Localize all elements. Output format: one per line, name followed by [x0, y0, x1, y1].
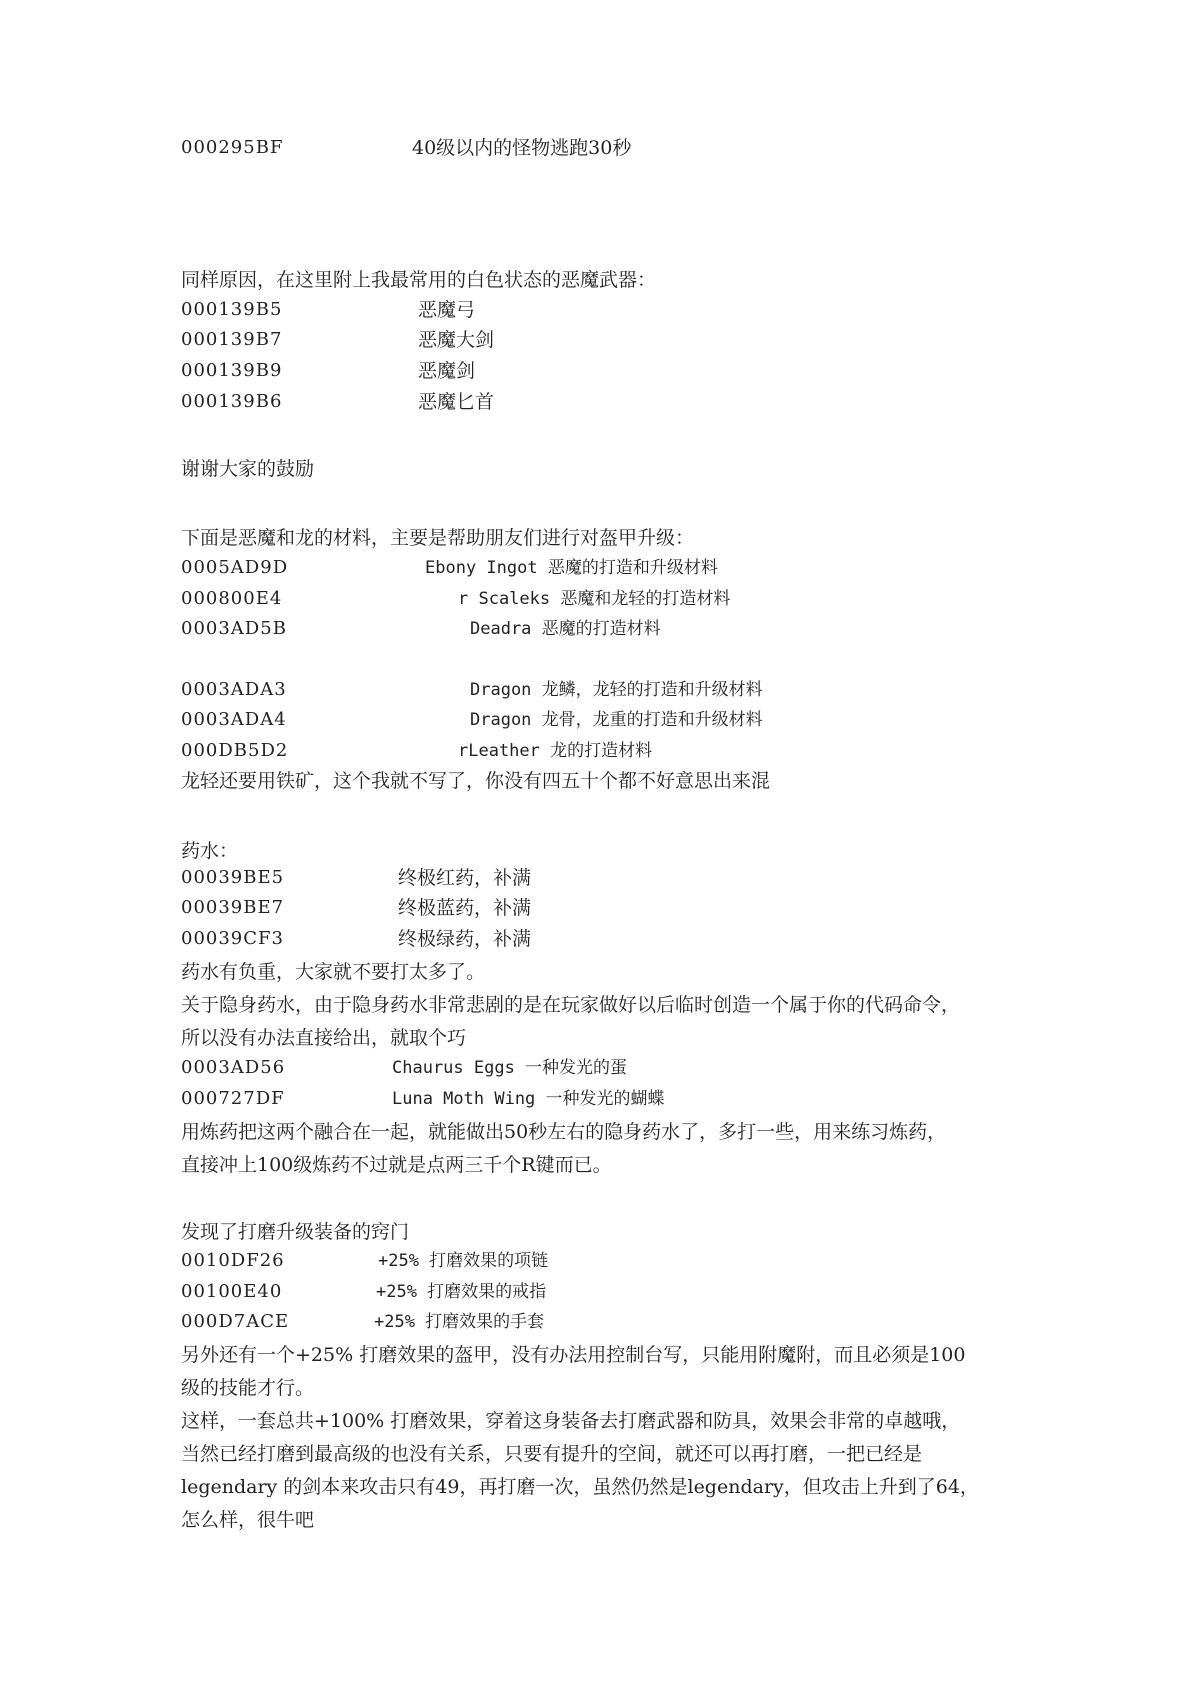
item-code: 000139B9 [181, 360, 283, 381]
item-code: 0010DF26 [181, 1250, 285, 1271]
item-code: 00039CF3 [181, 928, 284, 949]
item-description: Ebony Ingot 恶魔的打造和升级材料 [425, 558, 718, 578]
thanks-text: 谢谢大家的鼓励 [181, 458, 315, 480]
item-description: 恶魔弓 [418, 299, 476, 321]
section-heading-demon-weapons: 同样原因，在这里附上我最常用的白色状态的恶魔武器： [181, 269, 657, 291]
item-code: 00039BE5 [181, 867, 285, 888]
item-code: 000139B6 [181, 391, 283, 412]
item-description: 终极蓝药，补满 [398, 897, 532, 919]
section-heading-materials: 下面是恶魔和龙的材料，主要是帮助朋友们进行对盔甲升级： [181, 527, 695, 549]
smithing-note: 当然已经打磨到最高级的也没有关系，只要有提升的空间，就还可以再打磨，一把已经是 [181, 1443, 923, 1465]
item-code: 0003ADA4 [181, 709, 287, 730]
item-code: 00039BE7 [181, 897, 285, 918]
smithing-note: 另外还有一个+25% 打磨效果的盔甲，没有办法用控制台写，只能用附魔附，而且必须是100 [181, 1344, 966, 1366]
item-code: 000139B7 [181, 329, 283, 350]
item-description: 恶魔剑 [418, 360, 476, 382]
potions-note: 药水有负重，大家就不要打太多了。 [181, 961, 486, 983]
item-description: +25% 打磨效果的戒指 [376, 1282, 547, 1302]
item-description: Luna Moth Wing 一种发光的蝴蝶 [392, 1089, 665, 1109]
potions-note: 用炼药把这两个融合在一起，就能做出50秒左右的隐身药水了，多打一些，用来练习炼药， [181, 1121, 947, 1143]
potions-note: 关于隐身药水，由于隐身药水非常悲剧的是在玩家做好以后临时创造一个属于你的代码命令， [181, 994, 961, 1016]
smithing-note: 这样，一套总共+100% 打磨效果，穿着这身装备去打磨武器和防具，效果会非常的卓越哦， [181, 1410, 961, 1432]
item-description: 终极绿药，补满 [398, 928, 532, 950]
item-description: +25% 打磨效果的项链 [378, 1251, 549, 1271]
item-code: 0005AD9D [181, 557, 289, 578]
item-description: 40级以内的怪物逃跑30秒 [412, 137, 632, 159]
item-description: Deadra 恶魔的打造材料 [470, 619, 661, 639]
item-description: 终极红药，补满 [398, 867, 532, 889]
item-description: Dragon 龙骨，龙重的打造和升级材料 [470, 710, 763, 730]
item-code: 000800E4 [181, 588, 283, 609]
item-code: 000139B5 [181, 299, 283, 320]
section-heading-smithing: 发现了打磨升级装备的窍门 [181, 1221, 410, 1243]
potions-note: 所以没有办法直接给出，就取个巧 [181, 1027, 467, 1049]
item-code: 000DB5D2 [181, 740, 289, 761]
item-description: 恶魔匕首 [418, 391, 495, 413]
smithing-note: legendary 的剑本来攻击只有49，再打磨一次，虽然仍然是legendary，但攻击上升到了64， [181, 1476, 979, 1498]
item-code: 000295BF [181, 137, 284, 158]
item-code: 000D7ACE [181, 1311, 290, 1332]
item-description: rLeather 龙的打造材料 [458, 741, 653, 761]
item-description: 恶魔大剑 [418, 329, 495, 351]
materials-note: 龙轻还要用铁矿，这个我就不写了，你没有四五十个都不好意思出来混 [181, 770, 771, 792]
item-description: Dragon 龙鳞，龙轻的打造和升级材料 [470, 680, 763, 700]
item-description: r Scaleks 恶魔和龙轻的打造材料 [458, 589, 731, 609]
potions-note: 直接冲上100级炼药不过就是点两三千个R键而已。 [181, 1154, 612, 1176]
item-code: 0003AD56 [181, 1057, 286, 1078]
item-code: 000727DF [181, 1088, 285, 1109]
smithing-note: 怎么样，很牛吧 [181, 1509, 315, 1531]
item-description: +25% 打磨效果的手套 [374, 1312, 545, 1332]
item-code: 0003AD5B [181, 618, 287, 639]
item-description: Chaurus Eggs 一种发光的蛋 [392, 1058, 628, 1078]
smithing-note: 级的技能才行。 [181, 1377, 315, 1399]
item-code: 0003ADA3 [181, 679, 287, 700]
section-heading-potions: 药水： [181, 840, 239, 862]
item-code: 00100E40 [181, 1281, 283, 1302]
